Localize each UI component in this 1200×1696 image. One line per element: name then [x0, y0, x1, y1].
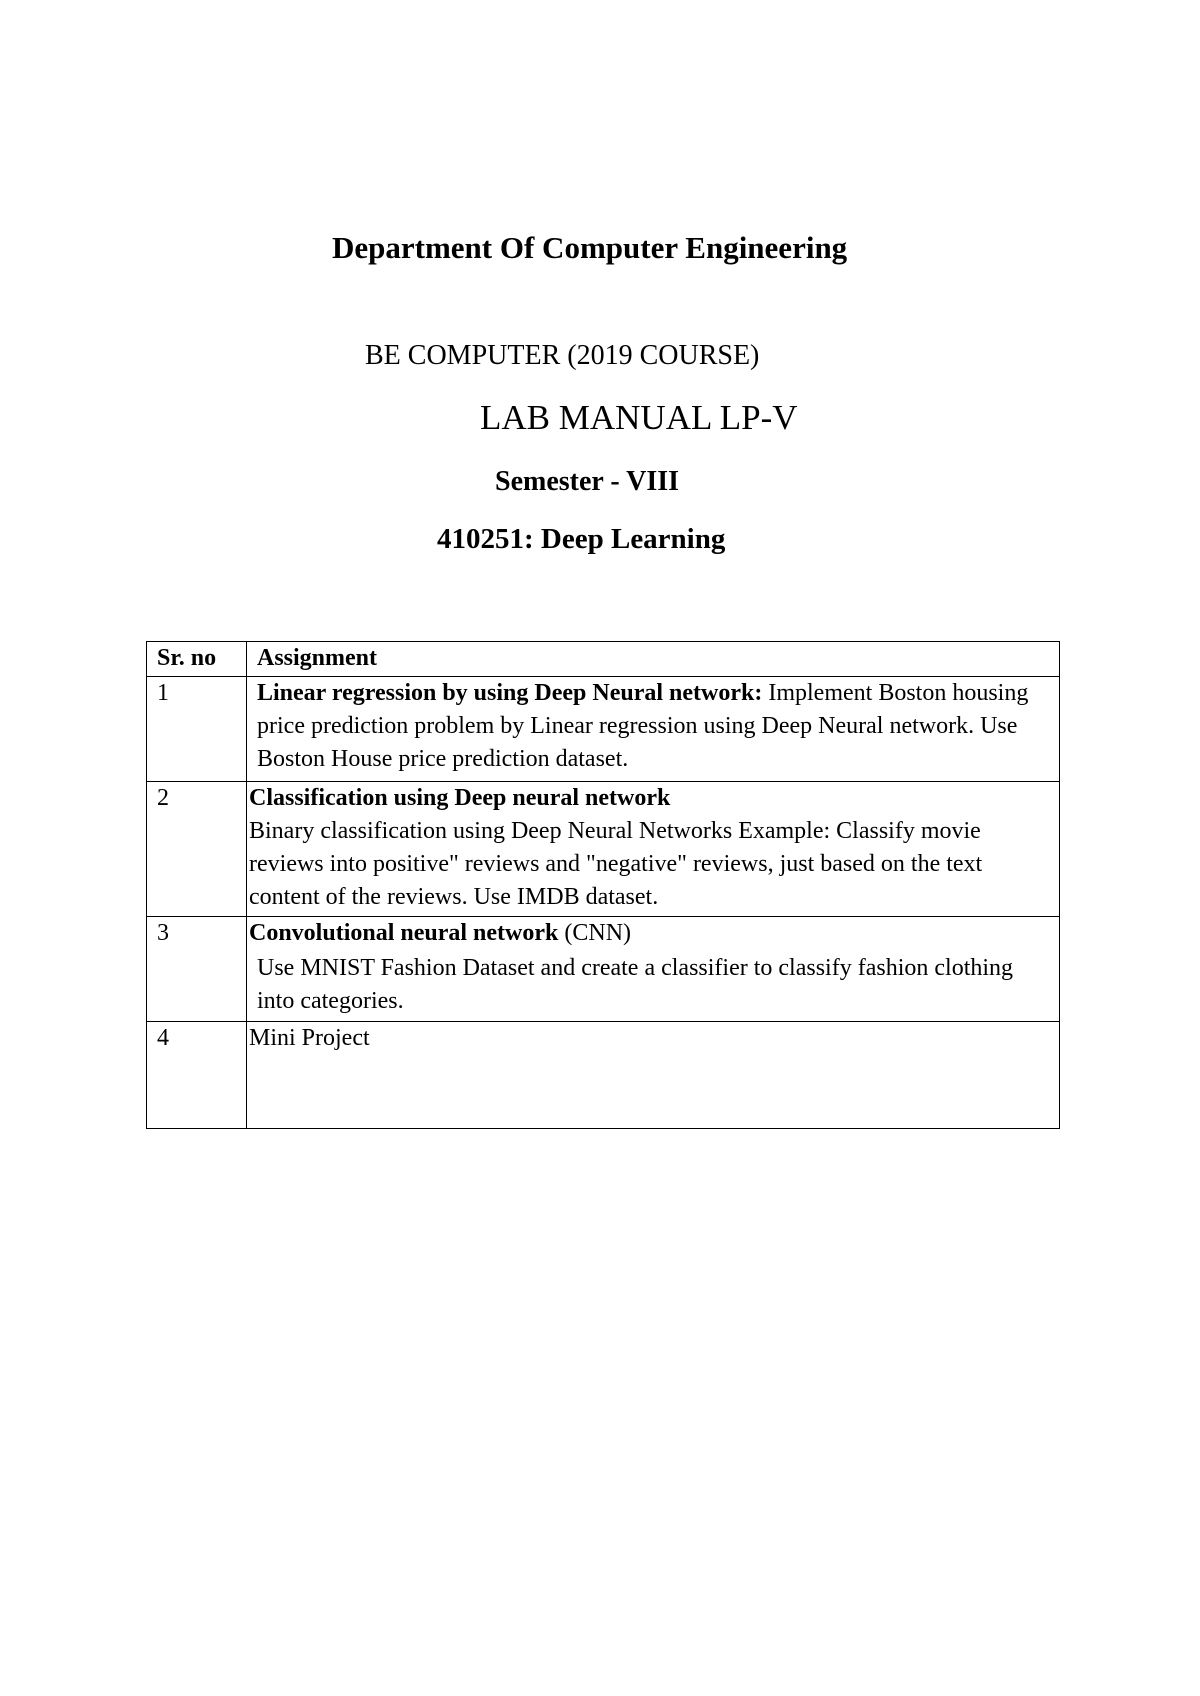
assignment-table	[146, 641, 1060, 1129]
department-heading: Department Of Computer Engineering	[332, 230, 848, 265]
row-number: 3	[147, 917, 247, 1022]
table-row	[147, 782, 1060, 917]
assignment-cell	[247, 917, 1060, 1022]
assignment-description: Use MNIST Fashion Dataset and create a classifier to classify fashion clothing into categories.	[257, 955, 1014, 1014]
manual-title: LAB MANUAL LP-V	[480, 398, 798, 437]
column-header-assignment: Assignment	[247, 642, 1060, 677]
semester-heading: Semester - VIII	[495, 466, 680, 497]
assignment-title: Convolutional neural network	[249, 920, 559, 946]
assignment-title: Classification using Deep neural network	[249, 785, 671, 811]
table-row	[147, 677, 1060, 782]
assignment-title: Linear regression by using Deep Neural network:	[257, 680, 763, 706]
assignment-cell	[247, 1022, 1060, 1129]
table-header-row	[147, 642, 1060, 677]
column-header-sr-no: Sr. no	[147, 642, 247, 677]
assignment-cell	[247, 782, 1060, 917]
assignment-title: Mini Project	[249, 1025, 370, 1051]
subject-heading: 410251: Deep Learning	[437, 523, 726, 555]
row-number: 1	[147, 677, 247, 782]
table-row	[147, 917, 1060, 1022]
table-row	[147, 1022, 1060, 1129]
row-number: 2	[147, 782, 247, 917]
assignment-title-suffix: (CNN)	[558, 920, 632, 946]
assignment-description: Implement Boston housing price prediction problem by Linear regression using Deep Neural network. Use Boston House price prediction dataset.	[257, 680, 1029, 772]
assignment-description: Binary classification using Deep Neural Networks Example: Classify movie reviews into positive" reviews and "negative" reviews, just based on the text content of the reviews. Use IMDB dataset.	[249, 818, 983, 910]
row-number: 4	[147, 1022, 247, 1129]
course-heading: BE COMPUTER (2019 COURSE)	[365, 340, 760, 371]
assignment-cell	[247, 677, 1060, 782]
